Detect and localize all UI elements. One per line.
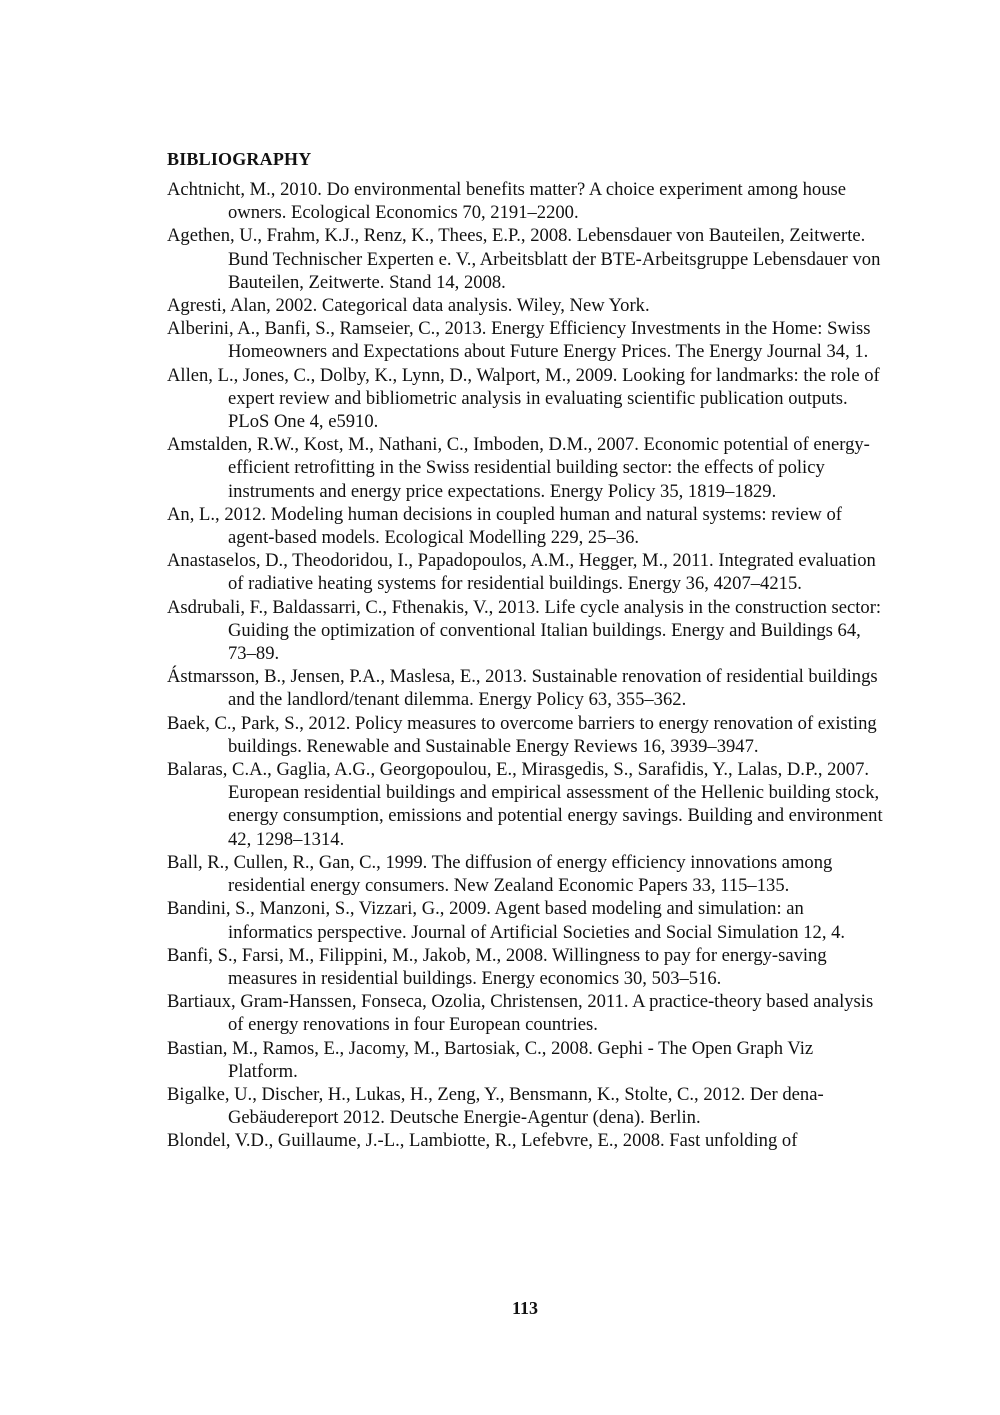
reference-entry: Achtnicht, M., 2010. Do environmental benefits matter? A choice experiment among house owners. Ecological Economics 70, 2191–2200.: [167, 179, 847, 224]
reference-entry: Blondel, V.D., Guillaume, J.-L., Lambiotte, R., Lefebvre, E., 2008. Fast unfolding of: [167, 1130, 798, 1152]
reference-entry: Alberini, A., Banfi, S., Ramseier, C., 2013. Energy Efficiency Investments in the Home: Swiss Homeowners and Expectations about Future Energy Prices. The Energy Journal 34, 1.: [167, 318, 871, 363]
reference-entry: Baek, C., Park, S., 2012. Policy measures to overcome barriers to energy renovation of existing buildings. Renewable and Sustainable Energy Reviews 16, 3939–3947.: [167, 712, 877, 757]
reference-entry: Bigalke, U., Discher, H., Lukas, H., Zeng, Y., Bensmann, K., Stolte, C., 2012. Der dena-Gebäudereport 2012. Deutsche Energie-Agentur (dena). Berlin.: [167, 1083, 824, 1129]
bibliography-section: [167, 148, 887, 1153]
reference-entry: Agethen, U., Frahm, K.J., Renz, K., Thees, E.P., 2008. Lebensdauer von Bauteilen, Zeitwerte. Bund Technischer Experten e. V., Arbeitsblatt der BTE-Arbeitsgruppe Lebensdauer von Bauteilen, Zeitwerte. Stand 14, 2008.: [167, 225, 881, 293]
reference-entry: Asdrubali, F., Baldassarri, C., Fthenakis, V., 2013. Life cycle analysis in the construction sector: Guiding the optimization of conventional Italian buildings. Energy and Buildings 64, 73–89.: [167, 596, 882, 665]
page-number: 113: [511, 1298, 538, 1318]
reference-list: [167, 178, 887, 1153]
reference-entry: Anastaselos, D., Theodoridou, I., Papadopoulos, A.M., Hegger, M., 2011. Integrated evaluation of radiative heating systems for residential buildings. Energy 36, 4207–4215.: [167, 550, 876, 595]
reference-entry: Amstalden, R.W., Kost, M., Nathani, C., Imboden, D.M., 2007. Economic potential of energy-efficient retrofitting in the Swiss residential building sector: the effects of policy instruments and energy price expectations. Energy Policy 35, 1819–1829.: [167, 434, 870, 502]
reference-entry: Ball, R., Cullen, R., Gan, C., 1999. The diffusion of energy efficiency innovations among residential energy consumers. New Zealand Economic Papers 33, 115–135.: [167, 851, 833, 897]
reference-entry: An, L., 2012. Modeling human decisions in coupled human and natural systems: review of agent-based models. Ecological Modelling 229, 25–36.: [167, 503, 842, 549]
reference-entry: Allen, L., Jones, C., Dolby, K., Lynn, D., Walport, M., 2009. Looking for landmarks: the role of expert review and bibliometric analysis in evaluating scientific publication outputs. PLoS One 4, e5910.: [167, 364, 880, 433]
reference-entry: Bartiaux, Gram-Hanssen, Fonseca, Ozolia, Christensen, 2011. A practice-theory based analysis of energy renovations in four European countries.: [167, 991, 874, 1036]
reference-entry: Banfi, S., Farsi, M., Filippini, M., Jakob, M., 2008. Willingness to pay for energy-saving measures in residential buildings. Energy economics 30, 503–516.: [167, 944, 827, 989]
reference-entry: Bastian, M., Ramos, E., Jacomy, M., Bartosiak, C., 2008. Gephi - The Open Graph Viz Platform.: [167, 1037, 814, 1082]
reference-entry: Bandini, S., Manzoni, S., Vizzari, G., 2009. Agent based modeling and simulation: an informatics perspective. Journal of Artificial Societies and Social Simulation 12, 4.: [167, 898, 846, 943]
reference-entry: Ástmarsson, B., Jensen, P.A., Maslesa, E., 2013. Sustainable renovation of residential buildings and the landlord/tenant dilemma. Energy Policy 63, 355–362.: [167, 666, 878, 711]
section-heading: BIBLIOGRAPHY: [167, 149, 312, 169]
reference-entry: Agresti, Alan, 2002. Categorical data analysis. Wiley, New York.: [167, 295, 650, 317]
reference-entry: Balaras, C.A., Gaglia, A.G., Georgopoulou, E., Mirasgedis, S., Sarafidis, Y., Lalas, D.P., 2007. European residential buildings and empirical assessment of the Hellenic building stock, energy consumption, emissions and potential energy savings. Building and environment 42, 1298–1314.: [167, 759, 883, 850]
